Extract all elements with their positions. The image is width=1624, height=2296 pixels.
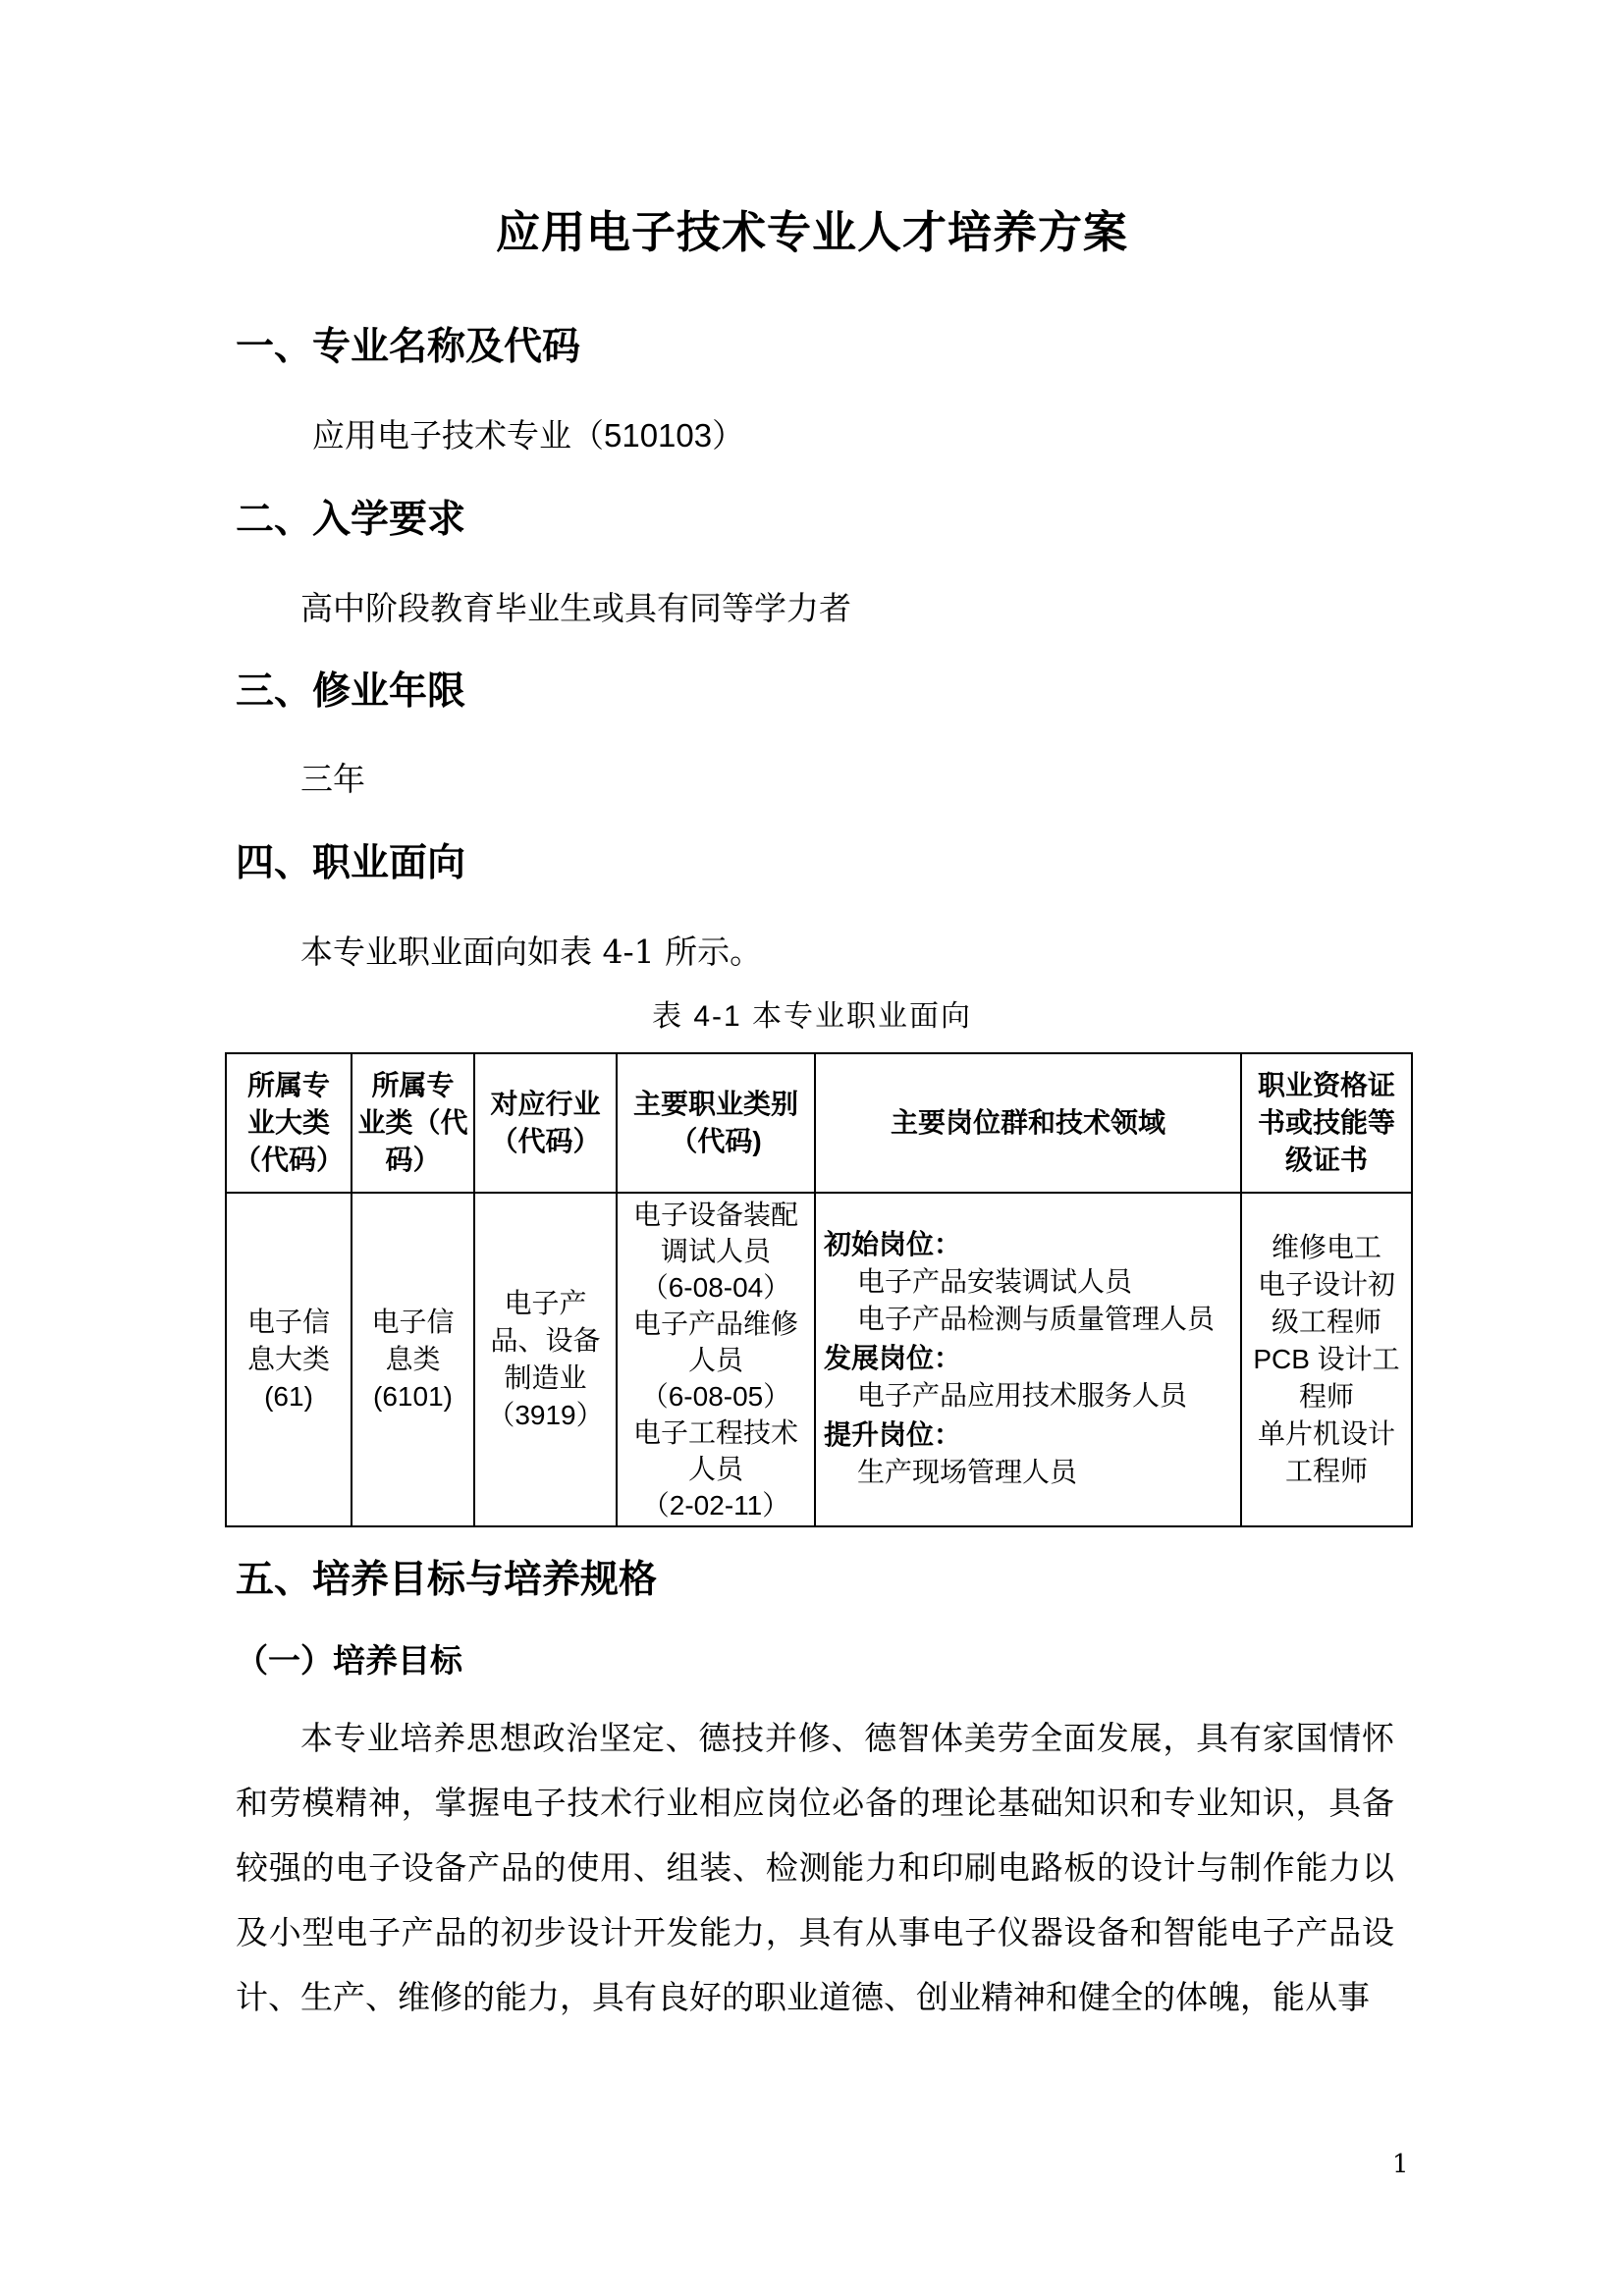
- header-industry: 对应行业 （代码）: [474, 1053, 617, 1193]
- section-text-1: 应用电子技术专业（510103）: [312, 417, 745, 454]
- occupation-table: [225, 1052, 1413, 1527]
- page-number: 1: [1392, 2150, 1409, 2179]
- table-header-row: [226, 1053, 1412, 1193]
- section-heading-4: 四、职业面向: [236, 842, 466, 884]
- cell-certificates: 维修电工 电子设计初 级工程师 PCB 设计工 程师 单片机设计 工程师: [1241, 1193, 1412, 1526]
- post-group-initial: 初始岗位： 电子产品安装调试人员 电子产品检测与质量管理人员: [824, 1226, 1236, 1338]
- table-caption: 表 4-1 本专业职业面向: [651, 1000, 973, 1033]
- list-item: 生产现场管理人员: [857, 1457, 1078, 1487]
- section-text-2: 高中阶段教育毕业生或具有同等学力者: [300, 589, 851, 627]
- document-title: 应用电子技术专业人才培养方案: [495, 207, 1128, 257]
- section-text-4: 本专业职业面向如表 4-1 所示。: [300, 933, 763, 971]
- post-group-development: 发展岗位： 电子产品应用技术服务人员: [824, 1340, 1236, 1415]
- cell-major-class: 电子信 息类 (6101): [352, 1193, 474, 1526]
- section-heading-5: 五、培养目标与培养规格: [236, 1559, 658, 1601]
- section-heading-1: 一、专业名称及代码: [236, 326, 581, 368]
- header-major-category: 所属专 业大类 （代码）: [226, 1053, 352, 1193]
- cell-major-category: 电子信 息大类 (61): [226, 1193, 352, 1526]
- header-posts: 主要岗位群和技术领域: [815, 1053, 1241, 1193]
- post-group-promotion: 提升岗位： 生产现场管理人员: [824, 1416, 1236, 1491]
- header-occupation: 主要职业类别 （代码): [617, 1053, 815, 1193]
- section-text-3: 三年: [300, 760, 365, 798]
- header-certificates: 职业资格证 书或技能等 级证书: [1241, 1053, 1412, 1193]
- header-major-class: 所属专 业类（代 码）: [352, 1053, 474, 1193]
- list-item: 电子产品应用技术服务人员: [857, 1380, 1188, 1411]
- section-heading-3: 三、修业年限: [236, 670, 466, 713]
- section-heading-2: 二、入学要求: [236, 499, 466, 541]
- list-item: 电子产品安装调试人员: [857, 1266, 1133, 1297]
- sub-heading-goals: （一）培养目标: [236, 1642, 462, 1679]
- table-row: [226, 1193, 1412, 1526]
- cell-industry: 电子产 品、设备 制造业 （3919）: [474, 1193, 617, 1526]
- list-item: 电子产品检测与质量管理人员: [857, 1304, 1216, 1334]
- cell-occupations: 电子设备装配 调试人员 （6-08-04） 电子产品维修 人员 （6-08-05） 电子工程技术 人员 （2-02-11）: [617, 1193, 815, 1526]
- body-paragraph-goals: 本专业培养思想政治坚定、德技并修、德智体美劳全面发展，具有家国情怀和劳模精神，掌握电子技术行业相应岗位必备的理论基础知识和专业知识，具备较强的电子设备产品的使用、组装、检测能力和印刷电路板的设计与制作能力以及小型电子产品的初步设计开发能力，具有从事电子仪器设备和智能电子产品设计、生产、维修的能力，具有良好的职业道德、创业精神和健全的体魄，能从事: [236, 1719, 1394, 2016]
- cell-posts: [815, 1193, 1241, 1526]
